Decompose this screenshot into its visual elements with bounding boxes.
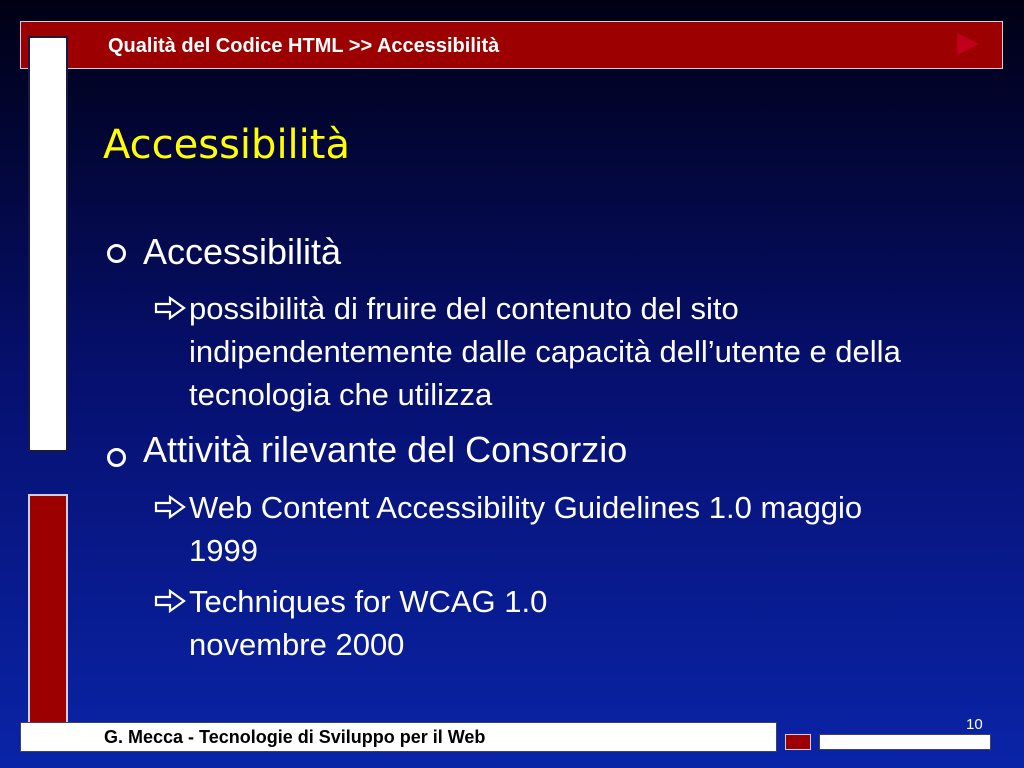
hollow-arrow-icon xyxy=(154,295,188,321)
left-decor-bar-white xyxy=(28,36,68,452)
circle-bullet-icon xyxy=(107,244,126,263)
sub-bullet-possibilita: possibilità di fruire del contenuto del sito indipendentemente dalle capacità dell’utente e della tecnologia che utilizza xyxy=(189,291,901,412)
hollow-arrow-icon xyxy=(154,494,188,520)
header-title: Qualità del Codice HTML >> Accessibilità xyxy=(108,35,500,57)
page-number: 10 xyxy=(966,716,983,733)
footer-text: G. Mecca - Tecnologie di Sviluppo per il Web xyxy=(104,727,486,747)
footer-decor-red xyxy=(785,734,811,750)
hollow-arrow-icon xyxy=(154,588,188,614)
footer-decor-white xyxy=(819,734,991,750)
circle-bullet-icon xyxy=(107,448,126,467)
bullet-attivita: Attività rilevante del Consorzio xyxy=(143,429,628,470)
slide-title: Accessibilità xyxy=(103,122,350,168)
next-slide-arrow-icon[interactable] xyxy=(957,33,979,55)
left-decor-bar-red xyxy=(28,494,68,736)
bullet-accessibilita: Accessibilità xyxy=(143,231,342,272)
sub-bullet-wcag-techniques: Techniques for WCAG 1.0 novembre 2000 xyxy=(189,584,548,662)
sub-bullet-wcag-guidelines: Web Content Accessibility Guidelines 1.0 maggio 1999 xyxy=(189,490,863,568)
